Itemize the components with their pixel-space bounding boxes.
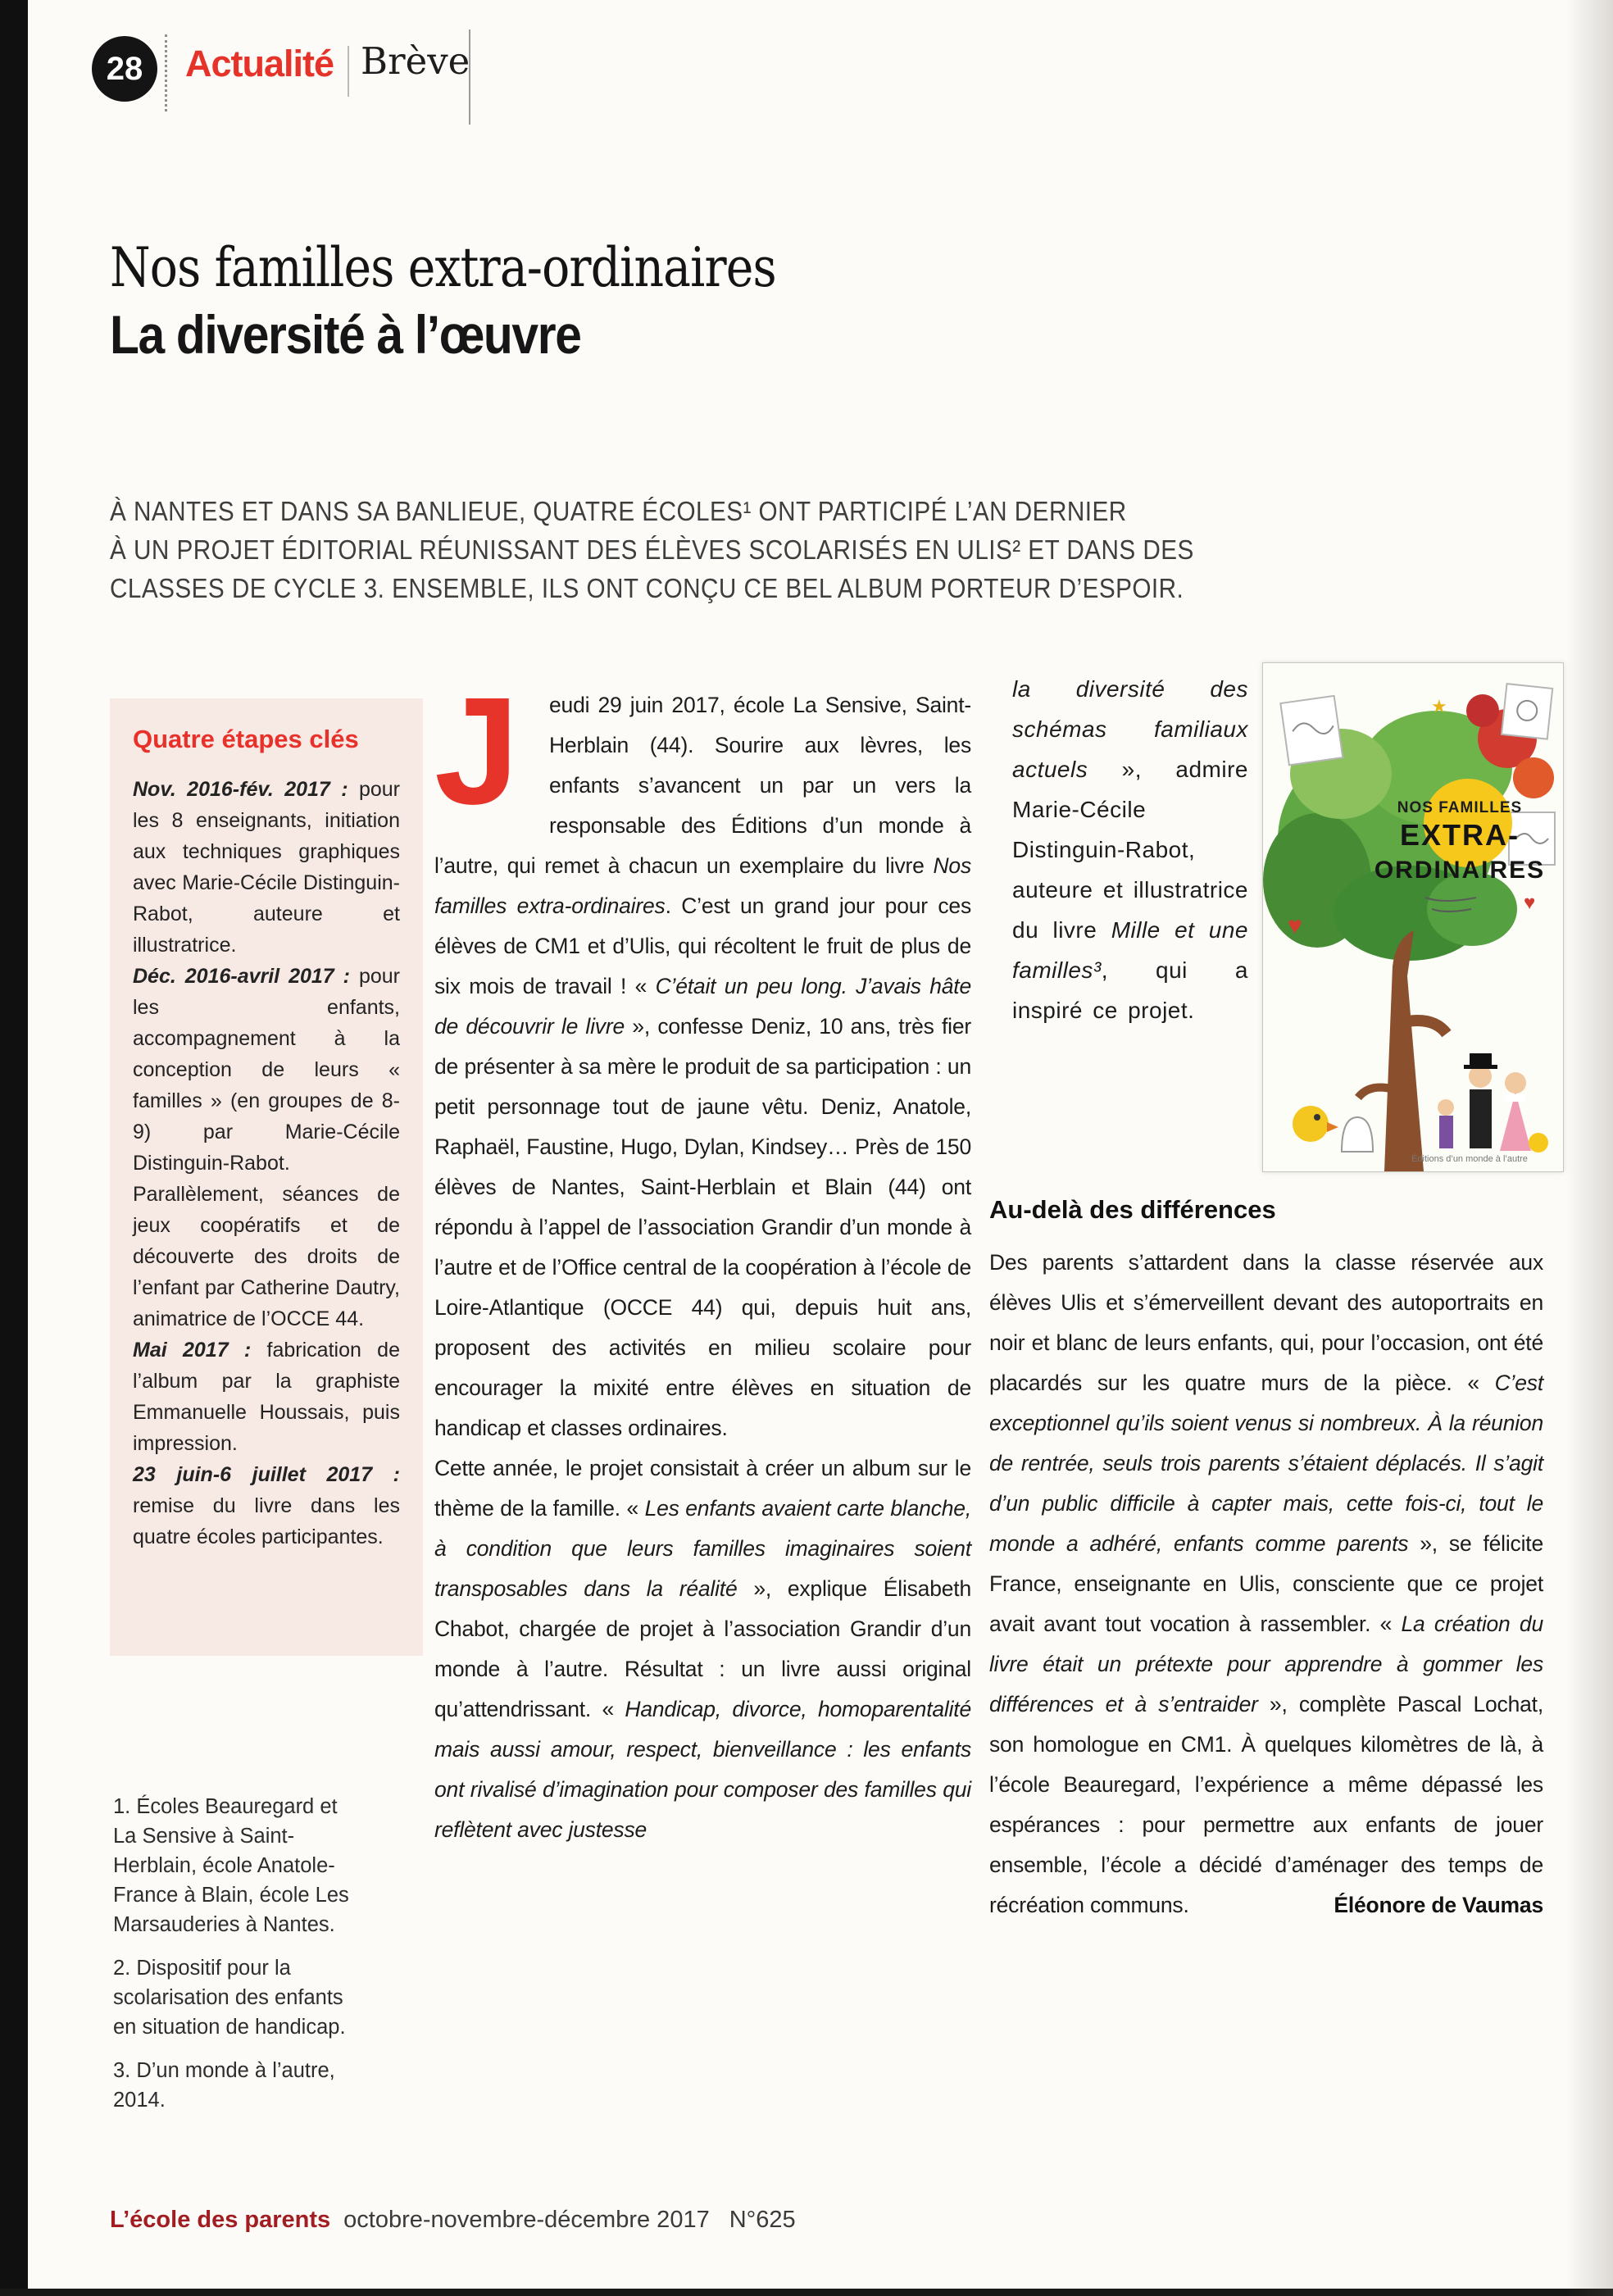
scan-edge-left [0, 0, 28, 2296]
article-title: La diversité à l’œuvre [110, 304, 581, 365]
key-step-entry [133, 1459, 400, 1553]
cover-title-line3: ORDINAIRES [1374, 857, 1546, 884]
key-step-date: Mai 2017 : [133, 1339, 252, 1362]
drop-cap: J [434, 666, 520, 836]
key-step-text: remise du livre dans les quatre écoles participantes. [133, 1494, 400, 1548]
header-divider [348, 46, 349, 97]
footnotes [113, 1792, 361, 2129]
svg-text:♥: ♥ [1524, 892, 1536, 914]
scan-edge-right [1565, 0, 1613, 2296]
paragraph-text: la diversité des schémas familiaux actuels », admire Marie-Cécile Distinguin-Rabot, auteure et illustratrice du livre Mille et une familles³, qui a inspiré ce projet. [1012, 676, 1249, 1023]
standfirst [110, 492, 1194, 607]
svg-text:♥: ♥ [1288, 912, 1302, 939]
cover-title-line1: NOS FAMILLES [1397, 799, 1523, 816]
issue-number: N°625 [729, 2207, 796, 2233]
key-step-text: pour les enfants, accompagnement à la conception de leurs « familles » (en groupes de 8-9) par Marie-Cécile Distinguin-Rabot. Parallèlement, séances de jeux coopératifs et de découverte des droits de l’enfant par Catherine Dautry, animatrice de l’OCCE 44. [133, 965, 400, 1330]
paragraph-text: Des parents s’attardent dans la classe réservée aux élèves Ulis et s’émerveillent devant des autoportraits en noir et blanc de leurs enfants, qui, pour l’occasion, ont été placardés sur les quatre murs de la pièce. « C’est exceptionnel qu’ils soient venus si nombreux. À la réunion de rentrée, seuls trois parents s’étaient déplacés. Il s’agit d’un public difficile à capter mais, cette fois-ci, tout le monde a adhéré, enfants comme parents », se félicite France, enseignante en Ulis, consciente que ce projet avait avant tout vocation à rassembler. « La création du livre était un prétexte pour apprendre à gommer les différences et à s’entraider », complète Pascal Lochat, son homologue en CM1. À quelques kilomètres de là, à l’école Beauregard, l’expérience a même dépassé les espérances : pour permettre aux enfants de jouer ensemble, l’école a décidé d’aménager des temps de récréation communs. [989, 1250, 1543, 1917]
key-steps-heading: Quatre étapes clés [133, 725, 359, 753]
article-column-right [989, 1243, 1543, 1925]
key-step-entry [133, 1334, 400, 1459]
page-number: 28 [106, 50, 143, 87]
page-footer [110, 2207, 796, 2234]
footnote-3: 3. D’un monde à l’autre, 2014. [113, 2059, 335, 2112]
issue-date: octobre-novembre-décembre 2017 [343, 2207, 710, 2233]
key-step-date: 23 juin-6 juillet 2017 : [133, 1463, 400, 1486]
key-step-text: fabrication de l’album par la graphiste Emmanuelle Houssais, puis impression. [133, 1339, 400, 1455]
body-paragraph [989, 1243, 1543, 1925]
book-cover-photo [1262, 662, 1564, 1172]
key-step-date: Nov. 2016-fév. 2017 : [133, 778, 348, 801]
article-column-right-top [1012, 669, 1248, 1030]
author-byline: Éléonore de Vaumas [1334, 1893, 1543, 1917]
key-step-text: pour les 8 enseignants, initiation aux techniques graphiques avec Marie-Cécile Distinguin-Rabot, auteure et illustratrice. [133, 778, 401, 957]
section-label: Actualité [185, 43, 334, 84]
cover-publisher: Éditions d’un monde à l’autre [1411, 1154, 1528, 1164]
paragraph-text: eudi 29 juin 2017, école La Sensive, Saint-Herblain (44). Sourire aux lèvres, les enfants s’avancent un par un vers la responsable des Éditions d’un monde à l’autre, qui remet à chacun un exemplaire du livre Nos familles extra-ordinaires. C’est un grand jour pour ces élèves de CM1 et d’Ulis, qui récoltent le fruit de plus de six mois de travail ! « C’était un peu long. J’avais hâte de découvrir le livre », confesse Deniz, 10 ans, très fier de présenter à sa mère le produit de sa participation : un petit personnage tout de jaune vêtu. Deniz, Anatole, Raphaël, Faustine, Hugo, Dylan, Kindsey… Près de 150 élèves de Nantes, Saint-Herblain et Blain (44) ont répondu à l’appel de l’association Grandir d’un monde à l’autre et de l’Office central de la coopération à l’école de Loire-Atlantique (OCCE 44) qui, depuis huit ans, proposent des activités en milieu scolaire pour encourager la mixité entre élèves en situation de handicap et classes ordinaires. [434, 693, 971, 1440]
footnote-2: 2. Dispositif pour la scolarisation des enfants en situation de handicap. [113, 1957, 346, 2039]
header-dotted-divider [165, 34, 167, 111]
key-step-entry [133, 961, 400, 1334]
article-kicker-title: Nos familles extra-ordinaires [110, 236, 776, 299]
key-steps-box [110, 698, 423, 1656]
body-paragraph [434, 1448, 971, 1850]
rubric-label: Brève [361, 39, 470, 83]
standfirst-line: CLASSES DE CYCLE 3. ENSEMBLE, ILS ONT CONÇU CE BEL ALBUM PORTEUR D’ESPOIR. [110, 573, 1184, 603]
key-step-date: Déc. 2016-avril 2017 : [133, 965, 350, 988]
paragraph-text: Cette année, le projet consistait à créer un album sur le thème de la famille. « Les enfants avaient carte blanche, à condition que leurs familles imaginaires soient transposables dans la réalité », explique Élisabeth Chabot, chargée de projet à l’association Grandir d’un monde à l’autre. Résultat : un livre aussi original qu’attendrissant. « Handicap, divorce, homoparentalité mais aussi amour, respect, bienveillance : les enfants ont rivalisé d’imagination pour composer des familles qui reflètent avec justesse [434, 1456, 971, 1842]
key-step-entry [133, 774, 400, 961]
footnote-1: 1. Écoles Beauregard et La Sensive à Saint-Herblain, école Anatole-France à Blain, école Les Marsauderies à Nantes. [113, 1795, 349, 1936]
cover-title-line2: EXTRA- [1400, 818, 1520, 852]
magazine-name: L’école des parents [110, 2207, 331, 2233]
scan-edge-bottom [0, 2289, 1613, 2296]
svg-text:★: ★ [1431, 696, 1447, 716]
subheading-au-dela: Au-delà des différences [989, 1195, 1276, 1224]
header-divider-tall [469, 30, 470, 125]
article-column-middle [434, 666, 971, 1850]
standfirst-line: À NANTES ET DANS SA BANLIEUE, QUATRE ÉCOLES¹ ONT PARTICIPÉ L’AN DERNIER [110, 496, 1127, 526]
standfirst-line: À UN PROJET ÉDITORIAL RÉUNISSANT DES ÉLÈVES SCOLARISÉS EN ULIS² ET DANS DES [110, 534, 1194, 565]
book-cover-illustration [1263, 663, 1563, 1171]
page-number-badge [92, 36, 157, 102]
body-paragraph [434, 666, 971, 1448]
